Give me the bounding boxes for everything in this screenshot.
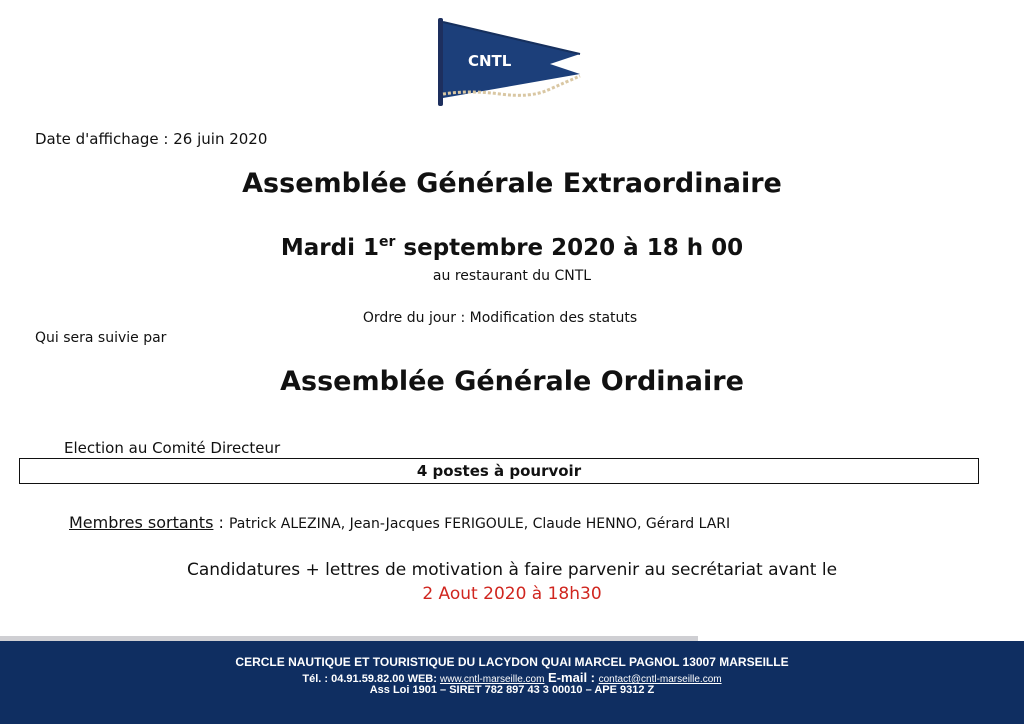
meeting-datetime bbox=[0, 234, 1024, 261]
positions-box: 4 postes à pourvoir bbox=[19, 458, 979, 484]
footer bbox=[0, 641, 1024, 724]
footer-phone: Tél. : 04.91.59.82.00 WEB: bbox=[302, 673, 440, 685]
date-suffix: septembre 2020 à 18 h 00 bbox=[395, 235, 744, 261]
footer-email-label: E-mail : bbox=[544, 670, 599, 685]
extraordinary-assembly-title: Assemblée Générale Extraordinaire bbox=[242, 168, 782, 199]
logo-text: CNTL bbox=[468, 52, 512, 70]
posting-date: Date d'affichage : 26 juin 2020 bbox=[35, 130, 268, 148]
outgoing-members-label: Membres sortants bbox=[69, 513, 214, 532]
election-label: Election au Comité Directeur bbox=[64, 439, 281, 457]
meeting-venue: au restaurant du CNTL bbox=[432, 268, 592, 284]
date-ordinal: er bbox=[379, 234, 396, 250]
candidature-instructions: Candidatures + lettres de motivation à faire parvenir au secrétariat avant le bbox=[186, 560, 838, 580]
footer-contact bbox=[0, 670, 1024, 685]
ordinary-assembly-title: Assemblée Générale Ordinaire bbox=[280, 366, 744, 397]
candidature-deadline: 2 Aout 2020 à 18h30 bbox=[422, 584, 602, 604]
outgoing-members bbox=[69, 513, 730, 532]
date-prefix: Mardi 1 bbox=[280, 235, 379, 261]
club-pennant-flag-icon bbox=[430, 14, 600, 114]
footer-web-link[interactable]: www.cntl-marseille.com bbox=[439, 674, 545, 685]
followed-by-text: Qui sera suivie par bbox=[35, 330, 167, 346]
cntl-logo bbox=[430, 14, 600, 114]
agenda: Ordre du jour : Modification des statuts bbox=[362, 310, 638, 326]
outgoing-members-names: Patrick ALEZINA, Jean-Jacques FERIGOULE, Claude HENNO, Gérard LARI bbox=[228, 516, 731, 532]
footer-email-link[interactable]: contact@cntl-marseille.com bbox=[598, 674, 722, 685]
footer-legal: Ass Loi 1901 – SIRET 782 897 43 3 00010 – APE 9312 Z bbox=[369, 684, 655, 696]
footer-address: CERCLE NAUTIQUE ET TOURISTIQUE DU LACYDON QUAI MARCEL PAGNOL 13007 MARSEILLE bbox=[235, 655, 789, 669]
outgoing-members-sep: : bbox=[213, 513, 229, 532]
